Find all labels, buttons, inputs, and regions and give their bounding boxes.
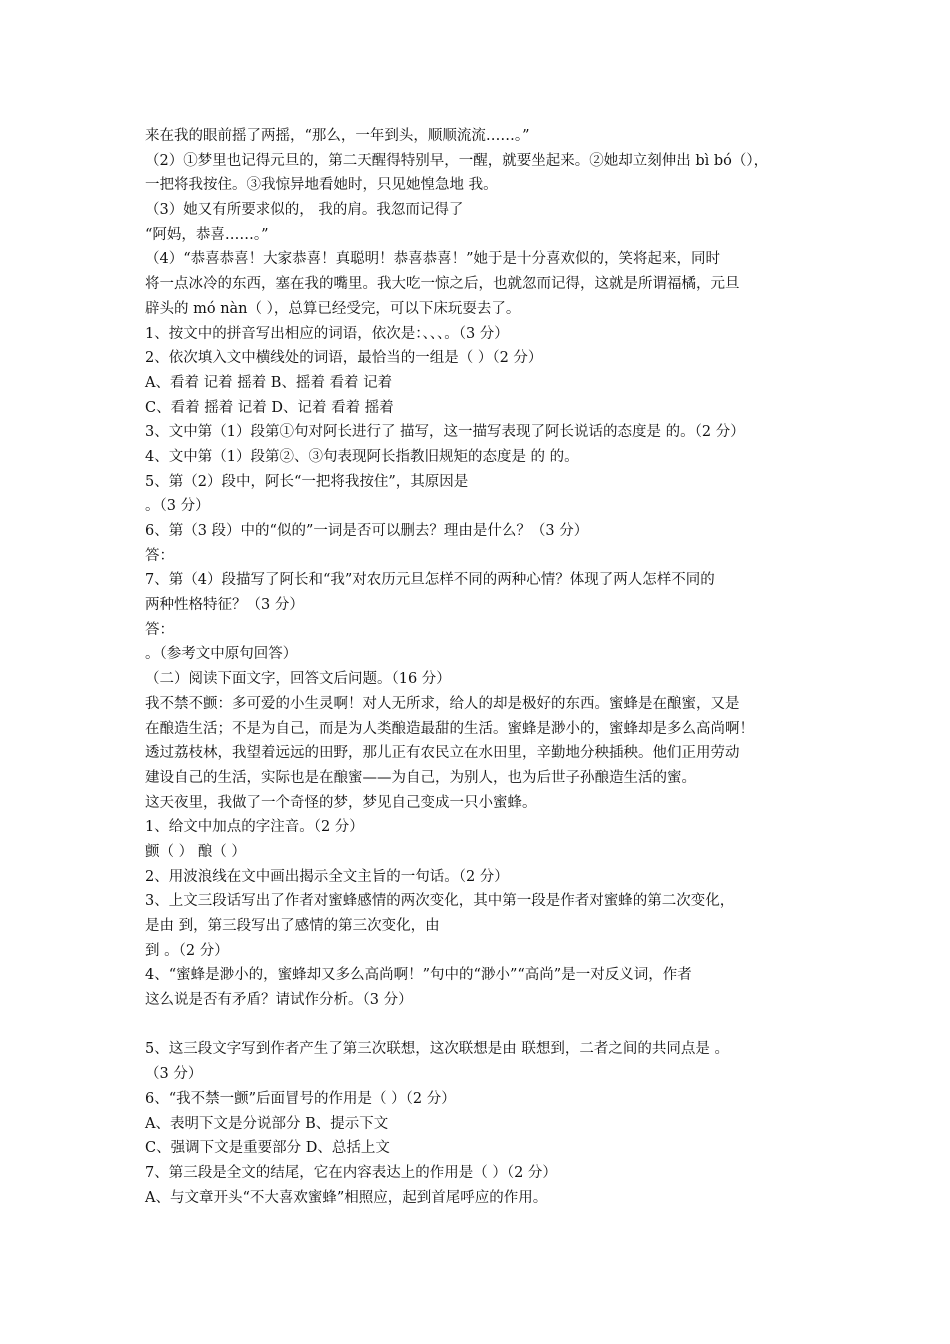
text-line: A、表明下文是分说部分 B、提示下文 [145, 1115, 389, 1132]
text-line: 7、第三段是全文的结尾，它在内容表达上的作用是（ ）（2 分） [145, 1164, 557, 1181]
text-line: 1、按文中的拼音写出相应的词语，依次是：、、、。（3 分） [145, 325, 509, 342]
text-line: A、与文章开头“不大喜欢蜜蜂”相照应，起到首尾呼应的作用。 [145, 1189, 548, 1206]
text-line: （二）阅读下面文字，回答文后问题。（16 分） [145, 671, 451, 688]
text-line: 颤（ ） 酿（ ） [145, 843, 246, 860]
text-line: （4）“恭喜恭喜！大家恭喜！真聪明！恭喜恭喜！”她于是十分喜欢似的，笑将起来，同时 [145, 251, 721, 268]
text-line: 7、第（4）段描写了阿长和“我”对农历元旦怎样不同的两种心情？体现了两人怎样不同的 [145, 572, 715, 589]
text-line: 建设自己的生活，实际也是在酿蜜——为自己，为别人，也为后世子孙酿造生活的蜜。 [145, 769, 696, 786]
document-body [145, 124, 815, 1210]
text-line: 这天夜里，我做了一个奇怪的梦，梦见自己变成一只小蜜蜂。 [145, 794, 537, 811]
text-line: 4、“蜜蜂是渺小的，蜜蜂却又多么高尚啊！”句中的“渺小”“高尚”是一对反义词，作者 [145, 967, 692, 984]
text-line: 是由 到，第三段写出了感情的第三次变化，由 [145, 918, 440, 934]
text-line: 2、依次填入文中横线处的词语，最恰当的一组是（ ）（2 分） [145, 350, 543, 367]
text-line: （3）她又有所要求似的， 我的肩。我忽而记得了 [145, 202, 464, 219]
text-line: C、强调下文是重要部分 D、总括上文 [145, 1140, 390, 1157]
text-line: “阿妈，恭喜……。” [145, 226, 269, 243]
text-line: 在酿造生活；不是为自己，而是为人类酿造最甜的生活。蜜蜂是渺小的，蜜蜂却是多么高尚啊！ [145, 720, 754, 737]
text-line: 一把将我按住。③我惊异地看她时，只见她惶急地 我。 [145, 177, 498, 194]
blank-line [145, 1013, 815, 1038]
text-line: 这么说是否有矛盾？请试作分析。（3 分） [145, 992, 413, 1009]
text-line: 5、这三段文字写到作者产生了第三次联想，这次联想是由 联想到，二者之间的共同点是 。 [145, 1041, 729, 1058]
text-line: 两种性格特征？（3 分） [145, 597, 304, 614]
text-line: 5、第（2）段中，阿长“一把将我按住”，其原因是 [145, 473, 469, 490]
text-line: 将一点冰冷的东西，塞在我的嘴里。我大吃一惊之后，也就忽而记得，这就是所谓福橘，元旦 [145, 276, 740, 293]
text-line: （2）①梦里也记得元旦的，第二天醒得特别早，一醒，就要坐起来。②她却立刻伸出 bì bó（）， [145, 152, 769, 169]
text-line: A、看着 记着 摇着 B、摇着 看着 记着 [145, 374, 393, 391]
text-line: 。（参考文中原句回答） [145, 646, 298, 663]
text-line: 答： [145, 547, 174, 564]
text-line: 3、文中第（1）段第①句对阿长进行了 描写，这一描写表现了阿长说话的态度是 的。（2 分） [145, 424, 745, 441]
text-line: 1、给文中加点的字注音。（2 分） [145, 819, 364, 836]
text-line: 。（3 分） [145, 498, 210, 515]
text-line: 答： [145, 621, 174, 638]
text-line: 4、文中第（1）段第②、③句表现阿长指教旧规矩的态度是 的 的。 [145, 448, 579, 465]
text-line: C、看着 摇着 记着 D、记着 看着 摇着 [145, 399, 394, 416]
text-line: 6、第（3 段）中的“似的”一词是否可以删去？理由是什么？（3 分） [145, 523, 589, 539]
text-line: 2、用波浪线在文中画出揭示全文主旨的一句话。（2 分） [145, 868, 509, 885]
text-line: （3 分） [145, 1066, 203, 1083]
text-line: 6、“我不禁一颤”后面冒号的作用是（ ）（2 分） [145, 1090, 456, 1107]
text-line: 我不禁不颤：多可爱的小生灵啊！对人无所求，给人的却是极好的东西。蜜蜂是在酿蜜，又是 [145, 695, 740, 712]
text-line: 3、上文三段话写出了作者对蜜蜂感情的两次变化，其中第一段是作者对蜜蜂的第二次变化， [145, 893, 735, 910]
text-line: 透过荔枝林，我望着远远的田野，那儿正有农民立在水田里，辛勤地分秧插秧。他们正用劳动 [145, 745, 740, 762]
text-line: 辟头的 mó nàn（ ），总算已经受完，可以下床玩耍去了。 [145, 300, 521, 317]
text-line: 到 。（2 分） [145, 942, 229, 959]
text-line: 来在我的眼前摇了两摇，“那么，一年到头，顺顺流流……。” [145, 128, 530, 144]
